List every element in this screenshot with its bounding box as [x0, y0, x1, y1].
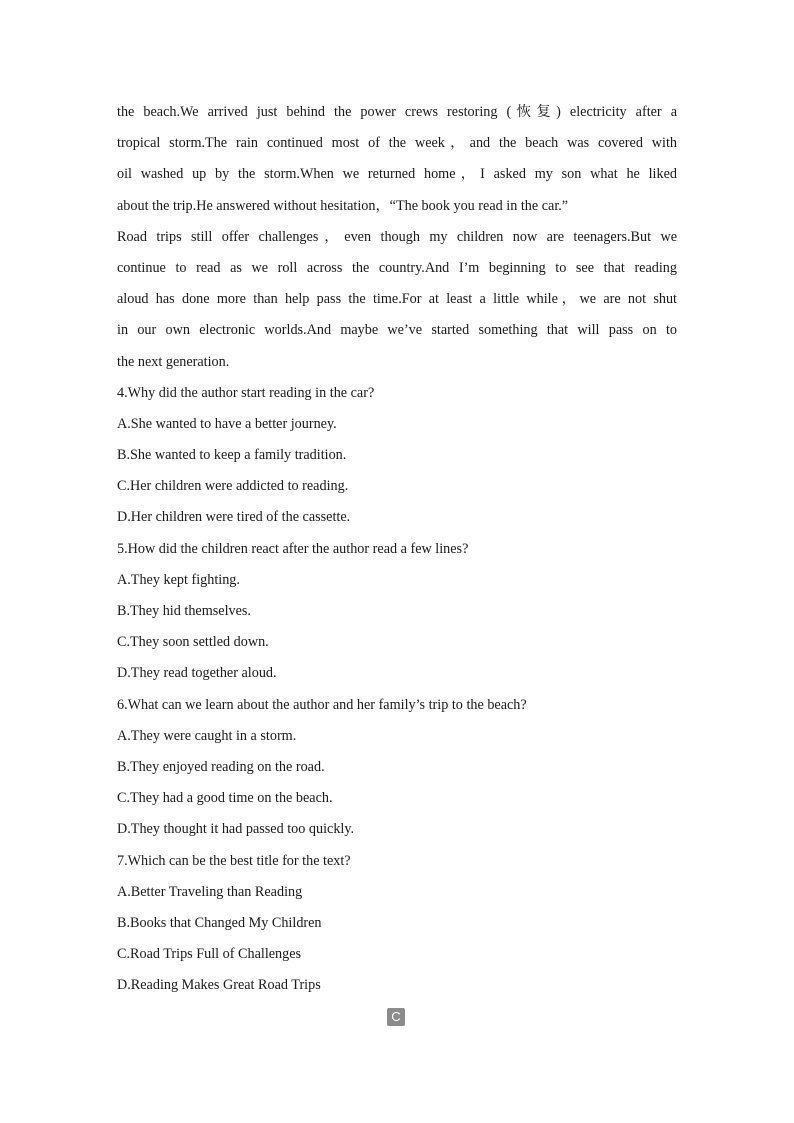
answer-option-c: C.They soon settled down.: [117, 634, 269, 651]
answer-option-a: A.They were caught in a storm.: [117, 727, 297, 744]
question-stem: 6.What can we learn about the author and her family’s trip to the beach?: [117, 696, 527, 713]
answer-option-d: D.Reading Makes Great Road Trips: [117, 977, 321, 994]
question-stem: 7.Which can be the best title for the text?: [117, 852, 351, 869]
answer-option-a: A.They kept fighting.: [117, 571, 240, 588]
answer-option-a: A.Better Traveling than Reading: [117, 883, 303, 900]
passage-line: the next generation.: [117, 353, 230, 370]
answer-option-b: B.Books that Changed My Children: [117, 914, 322, 931]
question-stem: 5.How did the children react after the author read a few lines?: [117, 540, 469, 557]
answer-option-a: A.She wanted to have a better journey.: [117, 415, 337, 432]
question-7: [117, 846, 677, 1002]
passage-line: about the trip.He answered without hesitation，“The book you read in the car.”: [117, 197, 569, 214]
answer-option-c: C.Her children were addicted to reading.: [117, 478, 349, 495]
passage-line: oil washed up by the storm.When we returned home，I asked my son what he liked: [117, 166, 677, 183]
answer-option-d: D.They read together aloud.: [117, 665, 277, 682]
answer-option-b: B.They enjoyed reading on the road.: [117, 758, 325, 775]
question-5: [117, 534, 677, 690]
answer-option-c: C.Road Trips Full of Challenges: [117, 946, 302, 963]
answer-option-b: B.They hid themselves.: [117, 603, 251, 619]
passage-line: continue to read as we roll across the country.And I’m beginning to see that reading: [117, 259, 677, 276]
passage-paragraph-2: [117, 222, 677, 378]
question-6: [117, 690, 677, 846]
answer-option-d: D.They thought it had passed too quickly.: [117, 821, 355, 838]
answer-option-c: C.They had a good time on the beach.: [117, 790, 333, 807]
question-4: [117, 378, 677, 534]
question-stem: 4.Why did the author start reading in the car?: [117, 384, 375, 401]
page-marker-badge: C: [387, 1008, 405, 1026]
answer-option-d: D.Her children were tired of the cassette.: [117, 509, 351, 526]
passage-line: Road trips still offer challenges，even though my children now are teenagers.But we: [117, 228, 677, 245]
passage-line: aloud has done more than help pass the time.For at least a little while，we are not shut: [117, 291, 677, 308]
passage-line: in our own electronic worlds.And maybe we’ve started something that will pass on to: [117, 322, 677, 339]
answer-option-b: B.She wanted to keep a family tradition.: [117, 447, 347, 464]
passage-line: tropical storm.The rain continued most of the week，and the beach was covered with: [117, 135, 677, 152]
passage-line: the beach.We arrived just behind the power crews restoring (恢复) electricity after a: [117, 104, 677, 120]
document-body: [117, 97, 677, 1001]
passage-paragraph-1: [117, 97, 677, 222]
